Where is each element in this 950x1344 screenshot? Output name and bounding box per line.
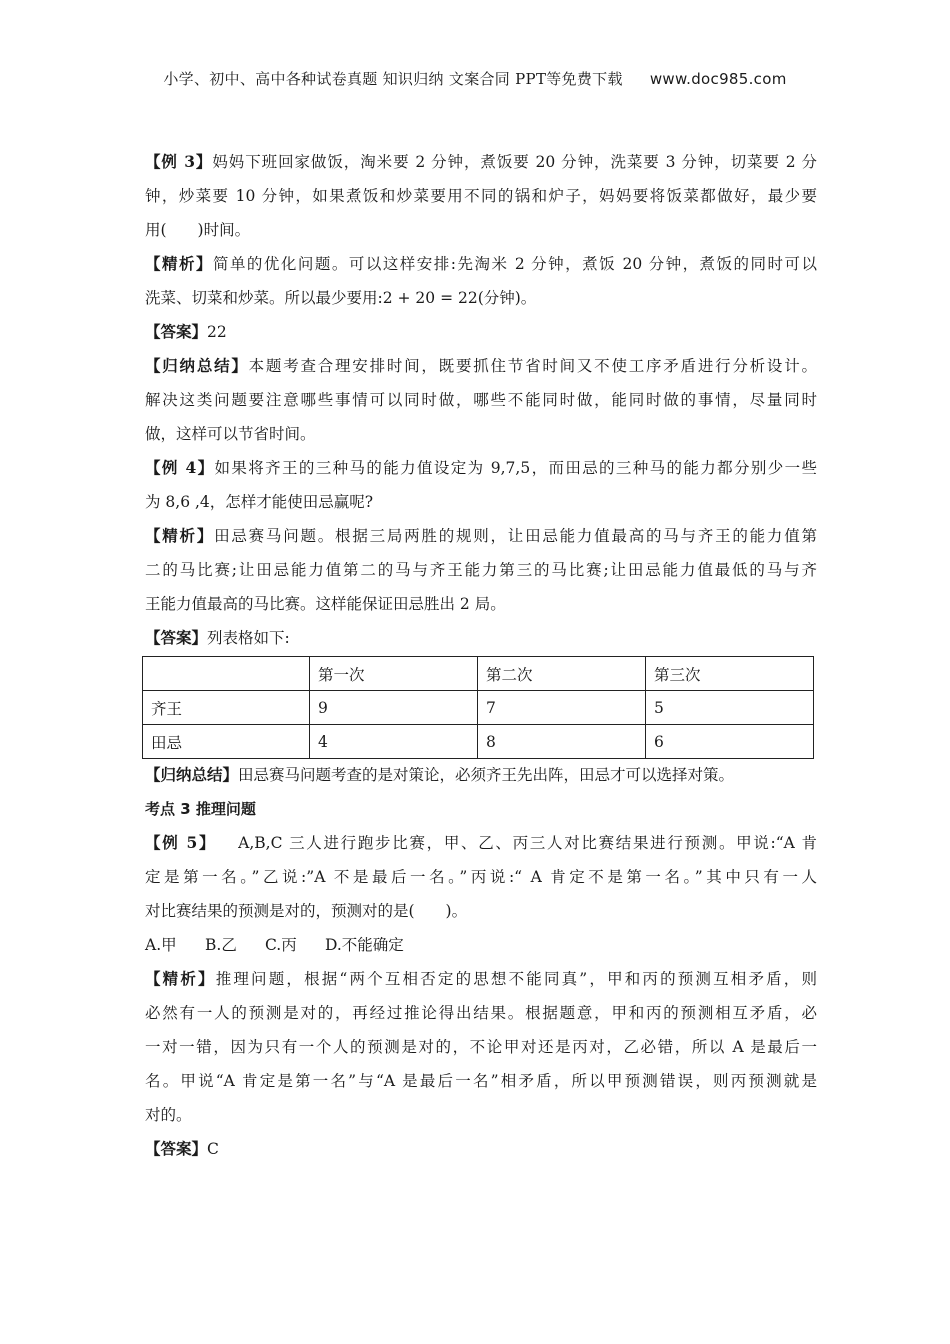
table-cell: 4 xyxy=(310,725,478,759)
page-header xyxy=(0,68,950,89)
ex3-question-line: 钟，炒菜要 10 分钟，如果煮饭和炒菜要用不同的锅和炉子，妈妈要将饭菜都做好，最少要 xyxy=(145,187,817,205)
ex3-analysis-line: 洗菜、切菜和炒菜。所以最少要用:2 + 20 = 22(分钟)。 xyxy=(145,289,537,307)
ex4-analysis-line: 王能力值最高的马比赛。这样能保证田忌胜出 2 局。 xyxy=(145,595,506,613)
analysis-tag: 【精析】 xyxy=(145,969,216,988)
table-cell: 9 xyxy=(310,691,478,725)
table-cell: 5 xyxy=(646,691,814,725)
ex3-summary-line: 做，这样可以节省时间。 xyxy=(145,425,316,443)
ex5-question-line: 定是第一名。”乙说:”A 不是最后一名。”丙说:“ A 肯定不是第一名。”其中只有一人 xyxy=(145,868,817,886)
ex5-analysis: 【精析】推理问题，根据“两个互相否定的思想不能同真”，甲和丙的预测互相矛盾，则 xyxy=(145,969,817,988)
option-a: A.甲 xyxy=(145,936,177,954)
table-cell: 第二次 xyxy=(478,657,646,691)
table-row xyxy=(143,691,814,725)
ex3-summary: 【归纳总结】本题考查合理安排时间，既要抓住节省时间又不使工序矛盾进行分析设计。 xyxy=(145,356,817,375)
answer-tag: 【答案】 xyxy=(145,628,208,647)
table-header-row xyxy=(143,657,814,691)
ex4-question-line: 为 8,6 ,4，怎样才能使田忌赢呢? xyxy=(145,493,374,511)
table-cell xyxy=(143,657,310,691)
ex3-summary-line: 解决这类问题要注意哪些事情可以同时做，哪些不能同时做，能同时做的事情，尽量同时 xyxy=(145,391,817,409)
table-cell: 7 xyxy=(478,691,646,725)
header-site-link[interactable]: www.doc985.com xyxy=(649,70,787,88)
ex3-tag: 【例 3】 xyxy=(145,152,213,171)
ex4-tag: 【例 4】 xyxy=(145,458,215,477)
summary-tag: 【归纳总结】 xyxy=(145,765,239,784)
table-cell: 田忌 xyxy=(143,725,310,759)
ex5-analysis-line: 名。甲说“A 肯定是第一名”与“A 是最后一名”相矛盾，所以甲预测错误，则丙预测就是 xyxy=(145,1072,817,1090)
option-d: D.不能确定 xyxy=(325,936,404,954)
ex3-analysis: 【精析】简单的优化问题。可以这样安排:先淘米 2 分钟，煮饭 20 分钟，煮饭的同时可以 xyxy=(145,254,817,273)
ex4-summary: 【归纳总结】田忌赛马问题考查的是对策论，必须齐王先出阵，田忌才可以选择对策。 xyxy=(145,765,735,784)
table-cell: 8 xyxy=(478,725,646,759)
ex4-analysis-line: 二的马比赛;让田忌能力值第二的马与齐王能力第三的马比赛;让田忌能力值最低的马与齐 xyxy=(145,561,817,579)
ex5-question-line: 对比赛结果的预测是对的，预测对的是( )。 xyxy=(145,902,468,920)
ex5-question-line: 【例 5】 A,B,C 三人进行跑步比赛，甲、乙、丙三人对比赛结果进行预测。甲说:“A 肯 xyxy=(145,833,817,852)
answer-tag: 【答案】 xyxy=(145,1139,208,1158)
ex5-tag: 【例 5】 xyxy=(145,833,217,852)
ex5-analysis-line: 一对一错，因为只有一个人的预测是对的，不论甲对还是丙对，乙必错，所以 A 是最后一 xyxy=(145,1038,817,1056)
option-c: C.丙 xyxy=(265,936,297,954)
ex3-answer: 【答案】22 xyxy=(145,322,227,341)
summary-tag: 【归纳总结】 xyxy=(145,356,249,375)
option-b: B.乙 xyxy=(205,936,237,954)
header-text: 小学、初中、高中各种试卷真题 知识归纳 文案合同 PPT等免费下载 xyxy=(163,70,623,88)
ex5-analysis-line: 对的。 xyxy=(145,1106,192,1124)
document-body xyxy=(145,150,817,1171)
section-heading: 考点 3 推理问题 xyxy=(145,800,256,818)
ex5-analysis-line: 必然有一人的预测是对的，再经过推论得出结果。根据题意，甲和丙的预测相互矛盾，必 xyxy=(145,1004,817,1022)
ex3-question-line: 用( )时间。 xyxy=(145,221,251,239)
ex3-question-line: 【例 3】妈妈下班回家做饭，淘米要 2 分钟，煮饭要 20 分钟，洗菜要 3 分钟，切菜要 2 分 xyxy=(145,152,817,171)
ex4-answer: 【答案】列表格如下: xyxy=(145,628,290,647)
table-row xyxy=(143,725,814,759)
table-cell: 6 xyxy=(646,725,814,759)
analysis-tag: 【精析】 xyxy=(145,526,215,545)
ex4-analysis: 【精析】田忌赛马问题。根据三局两胜的规则，让田忌能力值最高的马与齐王的能力值第 xyxy=(145,526,817,545)
analysis-tag: 【精析】 xyxy=(145,254,213,273)
horse-table xyxy=(142,656,814,759)
ex5-answer: 【答案】C xyxy=(145,1139,219,1158)
ex5-options xyxy=(145,933,817,967)
ex4-question-line: 【例 4】如果将齐王的三种马的能力值设定为 9,7,5，而田忌的三种马的能力都分别少一些 xyxy=(145,458,818,477)
table-cell: 第一次 xyxy=(310,657,478,691)
table-cell: 齐王 xyxy=(143,691,310,725)
answer-tag: 【答案】 xyxy=(145,322,208,341)
table-cell: 第三次 xyxy=(646,657,814,691)
